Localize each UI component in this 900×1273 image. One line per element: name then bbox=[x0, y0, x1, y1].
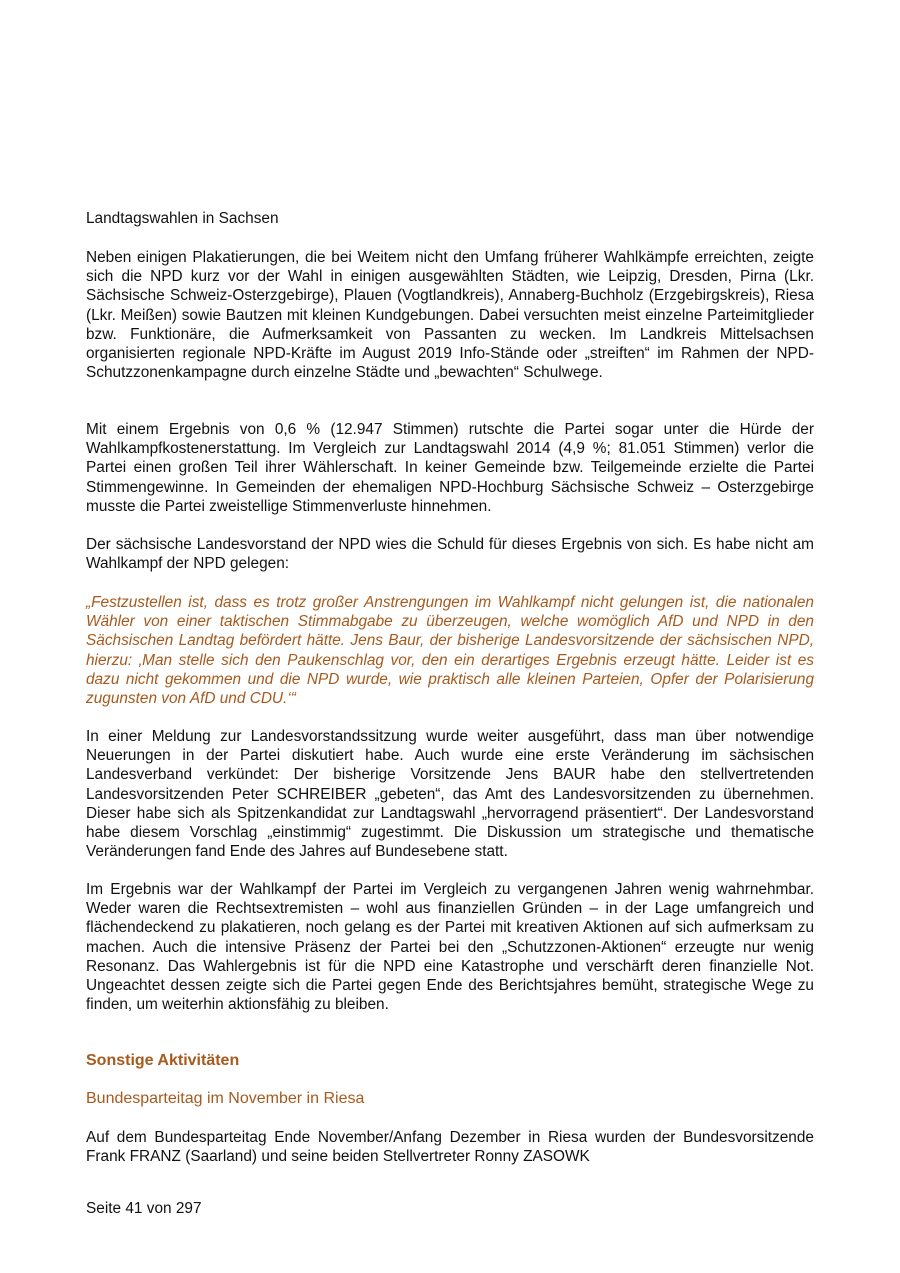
paragraph-5: In einer Meldung zur Landesvorstandssitzung wurde weiter ausgeführt, dass man über notwendige Neuerungen in der Partei diskutiert habe. Auch wurde eine erste Veränderung im sächsischen Landesverband verkündet: Der bisherige Vorsitzende Jens BAUR habe den stellvertretenden Landesvorsitzenden Peter SCHREIBER „gebeten“, das Amt des Landesvorsitzenden zu übernehmen. Dieser habe sich als Spitzenkandidat zur Landtagswahl „hervorragend präsentiert“. Der Landesvorstand habe diesem Vorschlag „einstimmig“ zugestimmt. Die Diskussion um strategische und thematische Veränderungen fand Ende des Jahres auf Bundesebene statt. bbox=[86, 728, 814, 861]
page-heading: Landtagswahlen in Sachsen bbox=[86, 210, 279, 227]
subsection-heading: Bundesparteitag im November in Riesa bbox=[86, 1090, 365, 1107]
section-heading: Sonstige Aktivitäten bbox=[86, 1052, 240, 1069]
quote-paragraph: „Festzustellen ist, dass es trotz großer Anstrengungen im Wahlkampf nicht gelungen ist, die nationalen Wähler von einer taktischen Stimmabgabe zu überzeugen, welche womöglich AfD und NPD in den Sächsischen Landtag befördert hätte. Jens Baur, der bisherige Landesvorsitzende der sächsischen NPD, hierzu: ‚Man stelle sich den Paukenschlag vor, den ein derartiges Ergebnis erzeugt hätte. Leider ist es dazu nicht gekommen und die NPD wurde, wie praktisch alle kleinen Parteien, Opfer der Polarisierung zugunsten von AfD und CDU.‘“ bbox=[86, 594, 814, 708]
paragraph-1: Neben einigen Plakatierungen, die bei Weitem nicht den Umfang früherer Wahlkämpfe erreichten, zeigte sich die NPD kurz vor der Wahl in einigen ausgewählten Städten, wie Leipzig, Dresden, Pirna (Lkr. Sächsische Schweiz-Osterzgebirge), Plauen (Vogtlandkreis), Annaberg-Buchholz (Erzgebirgskreis), Riesa (Lkr. Meißen) sowie Bautzen mit kleinen Kundgebungen. Dabei versuchten meist einzelne Parteimitglieder bzw. Funktionäre, die Aufmerksamkeit von Passanten zu wecken. Im Landkreis Mittelsachsen organisierten regionale NPD-Kräfte im August 2019 Info-Stände oder „streiften“ im Rahmen der NPD-Schutzzonenkampagne durch einzelne Städte und „bewachten“ Schulwege. bbox=[86, 249, 814, 382]
paragraph-3: Der sächsische Landesvorstand der NPD wies die Schuld für dieses Ergebnis von sich. Es habe nicht am Wahlkampf der NPD gelegen: bbox=[86, 536, 814, 573]
paragraph-2: Mit einem Ergebnis von 0,6 % (12.947 Stimmen) rutschte die Partei sogar unter die Hürde der Wahlkampfkostenerstattung. Im Vergleich zur Landtagswahl 2014 (4,9 %; 81.051 Stimmen) verlor die Partei einen großen Teil ihrer Wählerschaft. In keiner Gemeinde bzw. Teilgemeinde erzielte die Partei Stimmengewinne. In Gemeinden der ehemaligen NPD-Hochburg Sächsische Schweiz – Osterzgebirge musste die Partei zweistellige Stimmenverluste hinnehmen. bbox=[86, 421, 814, 515]
page-footer: Seite 41 von 297 bbox=[86, 1200, 202, 1217]
last-paragraph: Auf dem Bundesparteitag Ende November/Anfang Dezember in Riesa wurden der Bundesvorsitzende Frank FRANZ (Saarland) und seine beiden Stellvertreter Ronny ZASOWK bbox=[86, 1129, 814, 1166]
paragraph-6: Im Ergebnis war der Wahlkampf der Partei im Vergleich zu vergangenen Jahren wenig wahrnehmbar. Weder waren die Rechtsextremisten – wohl aus finanziellen Gründen – in der Lage umfangreich und flächendeckend zu plakatieren, noch gelang es der Partei mit kreativen Aktionen auf sich aufmerksam zu machen. Auch die intensive Präsenz der Partei bei den „Schutzzonen-Aktionen“ erzeugte nur wenig Resonanz. Das Wahlergebnis ist für die NPD eine Katastrophe und verschärft deren finanzielle Not. Ungeachtet dessen zeigte sich die Partei gegen Ende des Berichtsjahres bemüht, strategische Wege zu finden, um weiterhin aktionsfähig zu bleiben. bbox=[86, 881, 814, 1014]
